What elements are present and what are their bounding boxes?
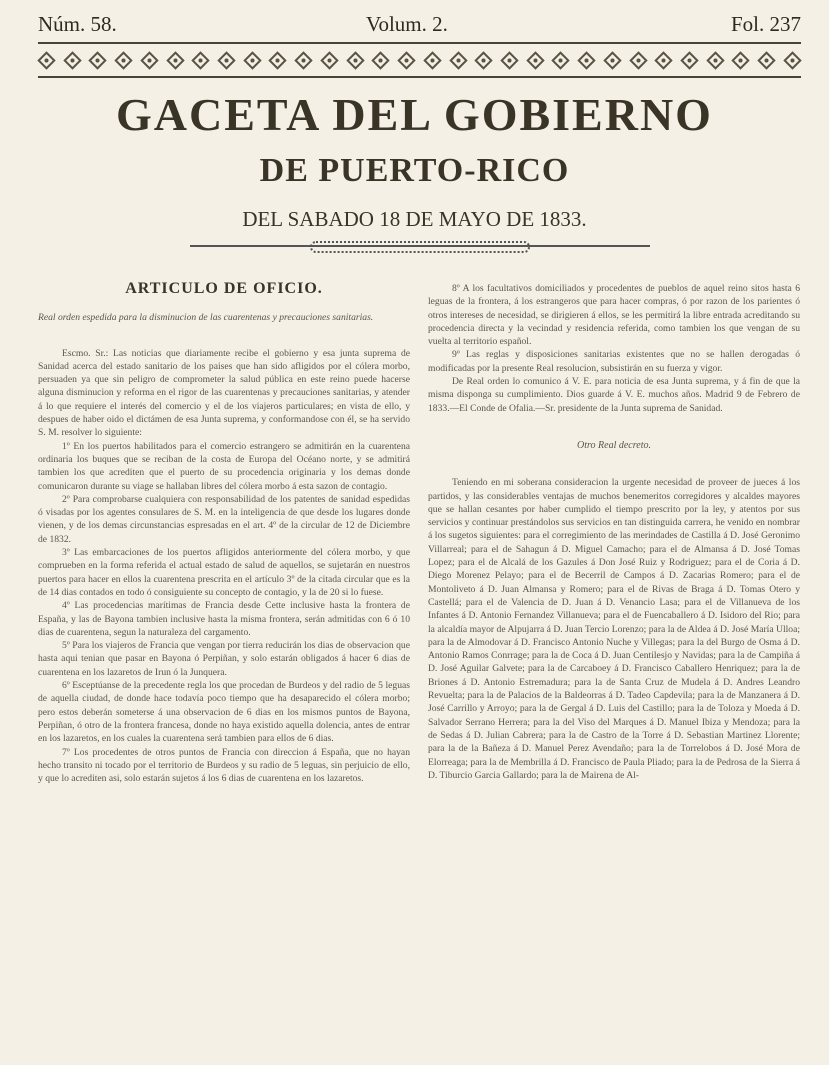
ornament-diamond-icon xyxy=(732,51,750,69)
article-lead: Real orden espedida para la disminucion de las cuarentenas y precauciones sanitarias. xyxy=(38,312,374,324)
ornament-diamond-icon xyxy=(603,51,621,69)
folio-number: Fol. 237 xyxy=(730,12,801,36)
ornament-diamond-icon xyxy=(269,51,287,69)
ornament-diamond-icon xyxy=(680,51,698,69)
ornamental-border xyxy=(38,42,801,78)
decree-paragraph: Teniendo en mi soberana consideracion la urgente necesidad de proveer de jueces á los partidos, y las considerables ventajas de muchos benemeritos corregidores y alcaldes mayores que se hallan cesantes por haber cumplido el tiempo prescrito por la ley, y atentos por sus servicios y continuar prestándolos sus servicios en tan distinguida carrera, he venido en nombrar á los sugetos siguientes: para el corregimiento de las merindades de Castilla á D. José Geronimo Villarreal; para el de Sahagun á D. Miguel Camacho; para el de Almansa á D. José Tomas Lopez; para el de Alcalá de los Gazules á Don José Ruiz y Rodriguez; para el de Coria á D. Diego Morenez Pelayo; para el de Becerril de Campos á D. Zacarias Romero; para el de Montoliveto á D. Juan Almansa y Romero; para el de Rivas de Braga á D. Tomas Otero y Castellá; para el de Valencia de D. Juan á D. Venancio Lasa; para el de Villanueva de los Infantes á D. Antonio Fernandez Villanueva; para el de Fuencaballero á D. Isidoro del Rio; para la alcaldía mayor de Alpujarra á D. Juan Tercio Lorenzo; para la de Aldea á D. José María Ulloa; para la de Almodovar á D. Francisco Antonio Nuche y Villegas; para la del Burgo de Osma á D. Antonio Ramos Conrrage; para la de Coca á D. Juan Centilesjo y Navidas; para la de Campiña á D. José Aguilar Galvete; para la de Carcaboey á D. Francisco Caballero Henriquez; para la de Briones á D. Antonio Estremadura; para la de Santa Cruz de Mudela á D. Andres Leandro Revuelta; para la de Palacios de la Baldeorras á D. Tadeo Capdevila; para la de Manzanera á D. José Carrillo y Arroyo; para la de Gergal á D. Luis del Castillo; para la de Toloza y Moeda á D. Salvador Serrano Herrera; para la del Viso del Marques á D. Manuel Ibiza y Mendoza; para la de Sedas á D. Julian Cabrera; para la de Castro de la Torre á D. Sebastian Martinez Llorente; para la de la Bañeza á D. Manuel Perez Avendaño; para la de Torrelobos á D. José Mora de Elorreaga; para la de Membrilla á D. Francisco de Paula Pliado; para la de Pedrosa de la Sierra á D. Tiburcio Garcia Gallardo; para la de Mairena de Al- xyxy=(428,477,800,781)
article-paragraph: 4º Las procedencias marítimas de Francia desde Cette inclusive hasta la frontera de España, y las de Bayona tambien inclusive hasta la misma frontera, serán admitidas con 6 ó 10 dias de cuarentena, segun la naturaleza del cargamento. xyxy=(38,600,410,638)
section-heading: ARTICULO DE OFICIO. xyxy=(125,280,323,297)
ornament-diamond-icon xyxy=(320,51,338,69)
article-paragraph: 5º Para los viajeros de Francia que vengan por tierra reducirán los dias de observacion que hasta aqui tenian que pasar en Bayona ó Perpiñan, y solo estarán obligados á hacer 6 dias de cuarentena en los lazaretos de Irun ó la Junquera. xyxy=(38,640,410,678)
article-paragraph: 2º Para comprobarse cualquiera con responsabilidad de los patentes de sanidad espedidas ó visadas por los agentes consulares de S. M. en la inteligencia de que desde los lugares donde vienen, y de los demas circunstancias espresadas en el art. 4º de la circular de 12 de Diciembre de 1832. xyxy=(38,493,410,545)
ornament-diamond-icon xyxy=(140,51,158,69)
ornament-diamond-icon xyxy=(706,51,724,69)
ornament-diamond-icon xyxy=(757,51,775,69)
article-paragraph: 6º Esceptúanse de la precedente regla los que procedan de Burdeos y del radio de 5 leguas de aquella ciudad, de donde hace todavía poco tiempo que ha desaparecido el cólera morbo; pero estos deberán someterse á una observacion de 6 dias en los mismos puntos de Bayona, Perpiñan, ó otro de la frontera francesa, donde no haya existido aquella dolencia, antes de entrar en los lazaretos, en los cuales la cuarentena será tambien para ellos de 6 dias. xyxy=(38,680,410,745)
article-paragraph: 1º En los puertos habilitados para el comercio estrangero se admitirán en la cuarentena ordinaria los buques que se reciban de la costa de Europa del Océano norte, y se admitirá tambien los que acrediten que el puerto de su procedencia originaria y los demas donde comunicaron durante su viage se hallaban libres del cólera morbo á esta sazon de contagio. xyxy=(38,440,410,492)
left-column xyxy=(38,282,410,785)
ornament-diamond-icon xyxy=(655,51,673,69)
article-paragraph: 3º Las embarcaciones de los puertos afligidos anteriormente del cólera morbo, y que comprueben en la forma referida el actual estado de salud de aquellos, se sujetarán en nuestros puertos para hacer en ellos la cuarentena prescrita en el artículo 3º de la citada circular que es la de 14 dias contados en todo ó consiguiente su concepto de contagio, y la de 20 si lo fuese. xyxy=(38,547,410,598)
ornament-diamond-icon xyxy=(783,51,801,69)
ornament-diamond-icon xyxy=(89,51,107,69)
issue-header xyxy=(38,12,801,38)
ornament-diamond-icon xyxy=(372,51,390,69)
ornament-diamond-icon xyxy=(63,51,81,69)
article-paragraph: Escmo. Sr.: Las noticias que diariamente recibe el gobierno y esa junta suprema de Sanidad acerca del estado sanitario de los paises que han sido afligidos por el cólera morbo, persuaden ya que sin peligro de comprometer la salud pública en este reino puede hacerse alguna disminucion y reforma en el rigor de las cuarentenas y precauciones sanitarias, y atender á lo que requiere el interés del comercio y el de los viajeros particulares; en vista de ello, y despues de haber oido el dictámen de esa Junta suprema, y conformandose con él, se ha servido S. M. resolver lo siguiente: xyxy=(38,347,410,439)
ornament-diamond-icon xyxy=(577,51,595,69)
ornamental-rule xyxy=(190,245,650,257)
ornament-diamond-icon xyxy=(552,51,570,69)
newspaper-subtitle: DE PUERTO-RICO xyxy=(259,152,570,189)
ornament-diamond-icon xyxy=(166,51,184,69)
issue-date: DEL SABADO 18 DE MAYO DE 1833. xyxy=(242,207,587,231)
ornament-diamond-icon xyxy=(449,51,467,69)
ornament-diamond-icon xyxy=(475,51,493,69)
ornament-diamond-icon xyxy=(397,51,415,69)
article-paragraph: 7º Los procedentes de otros puntos de Francia con direccion á España, que no hayan hecho transito ni tocado por el territorio de Burdeos y su radio de 5 leguas, sin perjuicio de ello, y que lo acrediten asi, solo estarán sujetos á los 6 dias de cuarentena en los lazaretos. xyxy=(38,746,410,785)
ornament-diamond-icon xyxy=(37,51,55,69)
ornament-diamond-icon xyxy=(629,51,647,69)
issue-number: Núm. 58. xyxy=(38,12,117,36)
ornament-diamond-icon xyxy=(243,51,261,69)
newspaper-title: GACETA DEL GOBIERNO xyxy=(116,89,713,140)
ornament-diamond-icon xyxy=(114,51,132,69)
ornament-diamond-icon xyxy=(423,51,441,69)
article-paragraph: De Real orden lo comunico á V. E. para noticia de esa Junta suprema, y á fin de que la misma disponga su cumplimiento. Dios guarde á V. E. muchos años. Madrid 9 de Febrero de 1833.—El Conde de Ofalia.—Sr. presidente de la Junta suprema de Sanidad. xyxy=(428,376,800,414)
volume-number: Volum. 2. xyxy=(366,12,448,36)
decree-heading: Otro Real decreto. xyxy=(577,439,651,451)
ornament-diamond-icon xyxy=(192,51,210,69)
ornament-diamond-icon xyxy=(217,51,235,69)
ornament-diamond-icon xyxy=(346,51,364,69)
article-paragraph: 9º Las reglas y disposiciones sanitarias existentes que no se hallen derogadas ó modificadas por la presente Real resolucion, subsistirán en su fuerza y vigor. xyxy=(428,349,800,374)
ornament-diamond-icon xyxy=(294,51,312,69)
ornament-diamond-icon xyxy=(500,51,518,69)
ornament-diamond-icon xyxy=(526,51,544,69)
article-paragraph: 8º A los facultativos domiciliados y procedentes de pueblos de aquel reino sitos hasta 6 leguas de la frontera, á los estrangeros que para hacer compras, ó por razon de los parientes ó otros intereses de necesidad, se dirigieren á ellos, se les permitirá la libre entrada acreditando su procedencia directa y la vecindad y residencia referida, como tambien los que vengan de su vuelta al territorio español. xyxy=(428,283,800,348)
right-column xyxy=(428,282,800,782)
